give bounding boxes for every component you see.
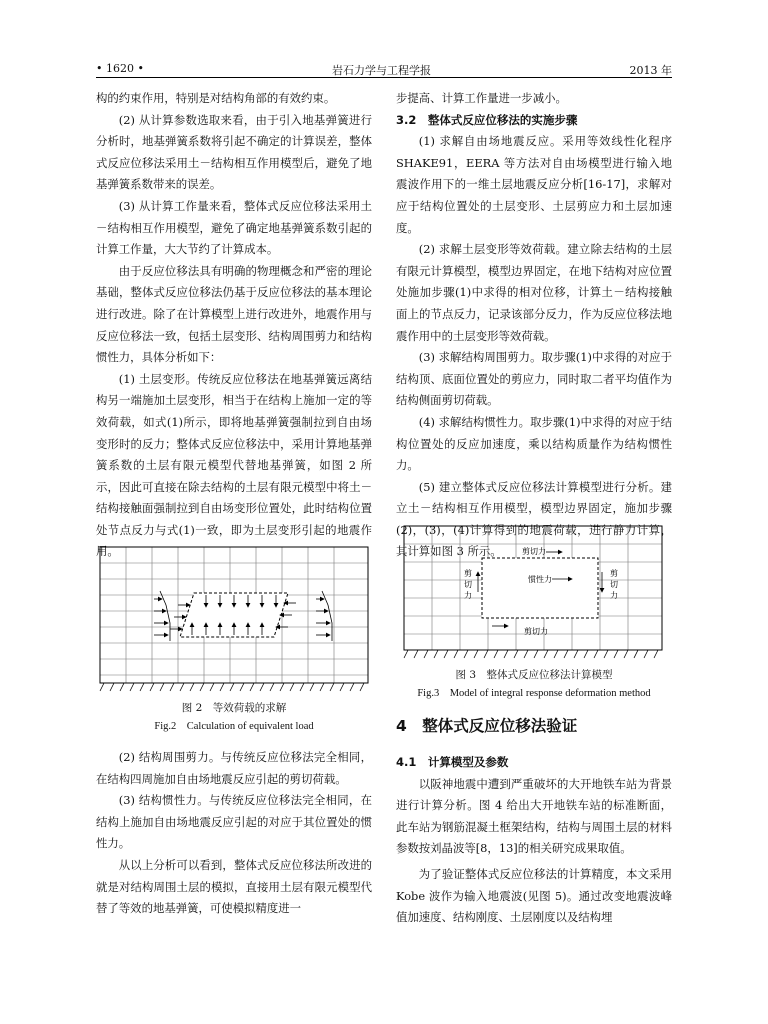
label-shear-right-3: 力 xyxy=(610,591,618,600)
step-paragraph: (1) 求解自由场地震反应。采用等效线性化程序 SHAKE91，EERA 等方法对自由场模型进行输入地震波作用下的一维土层地震反应分析[16-17]，求解对应于结构位置处的土层变形、土层剪应力和土层加速度。 xyxy=(396,134,672,235)
paragraph: 步提高、计算工作量进一步减小。 xyxy=(396,91,567,105)
base-hatching xyxy=(404,650,658,658)
label-shear-right-1: 剪 xyxy=(610,569,618,578)
structure-outline xyxy=(482,558,598,618)
right-column-top xyxy=(396,88,672,563)
paragraph: (2) 结构周围剪力。与传统反应位移法完全相同，在结构四周施加自由场地震反应引起的剪切荷载。 xyxy=(96,750,372,786)
paragraph: (3) 从计算工作量来看，整体式反应位移法采用土－结构相互作用模型，避免了确定地基弹簧系数引起的计算工作量，大大节约了计算成本。 xyxy=(96,198,372,257)
paragraph: 为了验证整体式反应位移法的计算精度，本文采用 Kobe 波作为输入地震波(见图 5)。通过改变地震波峰值加速度、结构刚度、土层刚度以及结构埋 xyxy=(396,866,672,925)
figure-2-caption-cn: 图 2 等效荷载的求解 xyxy=(181,702,287,714)
label-shear-left-1: 剪 xyxy=(464,569,472,578)
left-column-top xyxy=(96,88,372,563)
section-4-1-heading: 4.1 计算模型及参数 xyxy=(396,755,509,769)
paragraph: (3) 结构惯性力。与传统反应位移法完全相同，在结构上施加自由场地震反应引起的对应于其位置处的惯性力。 xyxy=(96,793,372,851)
page-number: • 1620 • xyxy=(96,62,144,75)
step-paragraph: (3) 求解结构周围剪力。取步骤(1)中求得的对应于结构顶、底面位置处的剪应力，同时取二者平均值作为结构侧面剪切荷载。 xyxy=(396,350,672,408)
figure-2-diagram xyxy=(96,543,372,695)
running-header xyxy=(96,60,672,78)
paragraph: 构的约束作用，特别是对结构角部的有效约束。 xyxy=(96,91,336,105)
section-3-2-heading: 3.2 整体式反应位移法的实施步骤 xyxy=(396,112,578,127)
label-shear-right-2: 切 xyxy=(610,580,618,589)
paragraph: (2) 从计算参数选取来看，由于引入地基弹簧进行分析时，地基弹簧系数将引起不确定的计算误差，整体式反应位移法采用土－结构相互作用模型后，避免了地基弹簧系数带来的误差。 xyxy=(96,112,372,192)
label-inertia: 惯性力 xyxy=(528,575,552,584)
header-rule xyxy=(96,77,672,78)
figure-3-diagram xyxy=(396,522,672,662)
paragraph: 以阪神地震中遭到严重破坏的大开地铁车站为背景进行计算分析。图 4 给出大开地铁车站的标准断面，此车站为钢筋混凝土框架结构，结构与周围土层的材料参数按刘晶波等[8，13]的相关研究成果取值。 xyxy=(396,776,672,856)
base-hatching xyxy=(100,683,368,691)
right-displacement-profile xyxy=(316,591,332,641)
journal-name: 岩石力学与工程学报 xyxy=(332,64,431,77)
year: 2013 年 xyxy=(629,64,672,77)
left-column-bottom xyxy=(96,747,372,920)
step-paragraph: (5) 建立整体式反应位移法计算模型进行分析。建立土－结构相互作用模型，模型边界固定，施加步骤(2)，(3)，(4)计算得到的地震荷载，进行静力计算，其计算如图 3 所示。 xyxy=(396,479,672,559)
right-column-bottom xyxy=(396,712,672,929)
paragraph: 由于反应位移法具有明确的物理概念和严密的理论基础，整体式反应位移法仍基于反应位移法的基本理论进行改进。除了在计算模型上进行改进外，地震作用与反应位移法一致，包括土层变形、结构周围剪力和结构惯性力，具体分析如下： xyxy=(96,263,372,365)
label-shear-left-2: 切 xyxy=(464,580,472,589)
step-paragraph: (4) 求解结构惯性力。取步骤(1)中求得的对应于结构位置处的反应加速度，乘以结构质量作为结构惯性力。 xyxy=(396,414,672,473)
paragraph: 从以上分析可以看到，整体式反应位移法所改进的就是对结构周围土层的模拟，直接用土层有限元模型代替了等效的地基弹簧，可使模拟精度进一 xyxy=(96,857,372,916)
label-shear-top: 剪切力 xyxy=(522,547,546,556)
figure-2-caption-en: Fig.2 Calculation of equivalent load xyxy=(154,721,314,732)
section-4-heading: 4 整体式反应位移法验证 xyxy=(396,717,578,735)
label-shear-bottom: 剪切力 xyxy=(524,627,548,636)
figure-3-caption-en: Fig.3 Model of integral response deformation method xyxy=(417,688,651,699)
paragraph: (1) 土层变形。传统反应位移法在地基弹簧远离结构另一端施加土层变形，相当于在结构上施加一定的等效荷载，如式(1)所示，即将地基弹簧强制拉到自由场变形时的反力；整体式反应位移法中，采用计算地基弹簧系数的土层有限元模型代替地基弹簧，如图 2 所示，因此可直接在除去结构的土层有限元模型中将土－结构接触面强制拉到自由场变形位置处，此时结构位置处节点反力与式(1)一致，即为土层变形引起的地震作用。 xyxy=(96,371,372,559)
left-displacement-profile xyxy=(154,591,170,641)
figure-3-caption-cn: 图 3 整体式反应位移法计算模型 xyxy=(455,669,613,681)
label-shear-left-3: 力 xyxy=(464,591,472,600)
step-paragraph: (2) 求解土层变形等效荷载。建立除去结构的土层有限元计算模型，模型边界固定，在地下结构对应位置处施加步骤(1)中求得的相对位移，计算土－结构接触面上的节点反力，记录该部分反力，作为反应位移法地震作用中的土层变形等效荷载。 xyxy=(396,242,672,343)
